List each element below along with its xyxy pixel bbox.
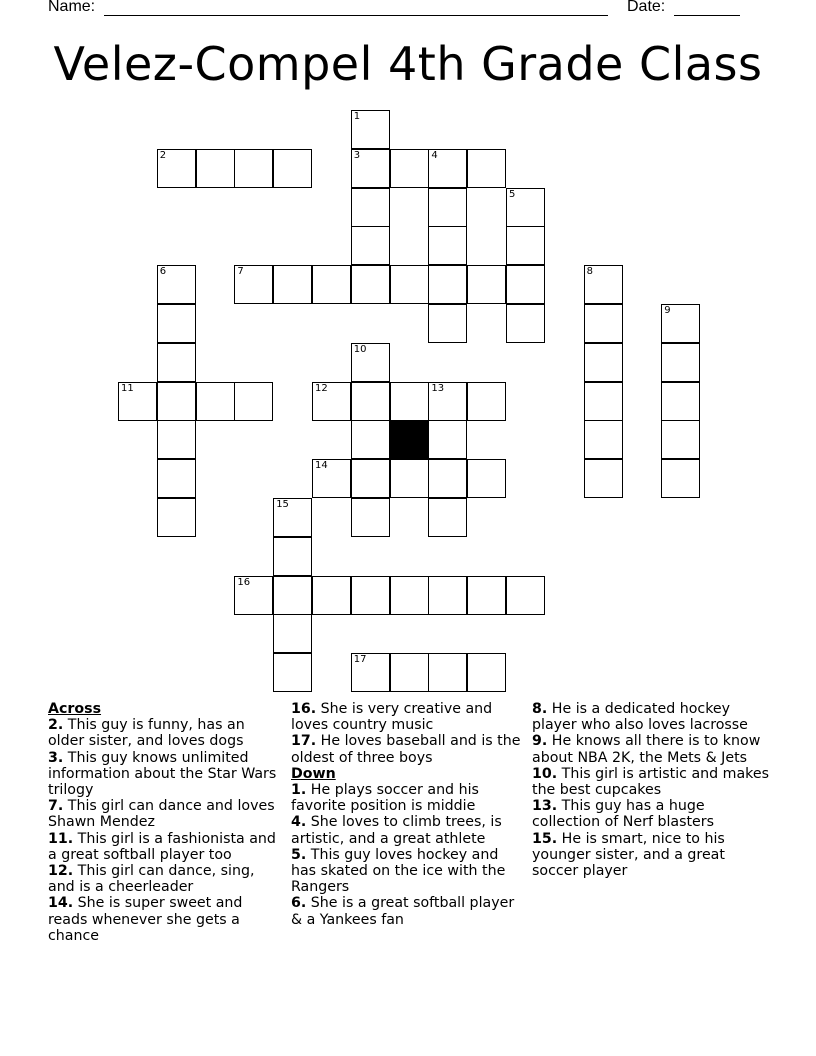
clue-item-text: He plays soccer and his favorite position is middie: [291, 782, 479, 815]
crossword-cell[interactable]: [157, 459, 196, 498]
crossword-cell[interactable]: [390, 265, 429, 304]
crossword-cell[interactable]: [273, 498, 312, 537]
clue-item-text: This guy is funny, has an older sister, and loves dogs: [48, 717, 245, 750]
crossword-cell[interactable]: [118, 382, 157, 421]
crossword-cell[interactable]: [428, 459, 467, 498]
crossword-cell[interactable]: [661, 459, 700, 498]
clue-item-number: 10.: [532, 765, 558, 782]
clue-item: [291, 895, 523, 927]
clue-number: 7: [237, 266, 244, 278]
clue-item: [532, 831, 772, 880]
crossword-cell[interactable]: [196, 149, 235, 188]
crossword-cell[interactable]: [312, 382, 351, 421]
crossword-cell[interactable]: [273, 614, 312, 653]
crossword-cell[interactable]: [390, 459, 429, 498]
crossword-cell[interactable]: [467, 149, 506, 188]
crossword-cell[interactable]: [157, 498, 196, 537]
across-clue-list: [48, 717, 280, 944]
clue-item: [291, 782, 523, 814]
crossword-cell[interactable]: [506, 188, 545, 227]
crossword-cell[interactable]: [390, 576, 429, 615]
clue-item-number: 12.: [48, 863, 74, 880]
crossword-cell[interactable]: [428, 498, 467, 537]
clue-item-text: This girl can dance and loves Shawn Mendez: [48, 798, 275, 831]
clue-item: [291, 847, 523, 896]
date-label: Date:: [627, 0, 666, 15]
crossword-cell[interactable]: [467, 382, 506, 421]
crossword-cell[interactable]: [273, 265, 312, 304]
crossword-cell[interactable]: [428, 576, 467, 615]
crossword-cell[interactable]: [428, 149, 467, 188]
black-square: [390, 420, 429, 459]
crossword-cell[interactable]: [157, 343, 196, 382]
crossword-cell[interactable]: [584, 343, 623, 382]
clue-item-text: This girl is a fashionista and a great softball player too: [48, 830, 276, 863]
crossword-cell[interactable]: [157, 382, 196, 421]
down-heading: Down: [291, 765, 336, 782]
across-heading: Across: [48, 701, 102, 717]
clue-item-number: 14.: [48, 895, 74, 912]
crossword-cell[interactable]: [234, 382, 273, 421]
crossword-cell[interactable]: [428, 420, 467, 459]
clue-item: [48, 831, 280, 863]
crossword-cell[interactable]: [428, 188, 467, 227]
clue-number: 9: [664, 305, 671, 316]
clue-item-text: This guy has a huge collection of Nerf blasters: [532, 798, 714, 831]
clue-item-number: 2.: [48, 717, 64, 734]
crossword-cell[interactable]: [390, 382, 429, 421]
clue-item: [48, 798, 280, 830]
clue-item: [48, 895, 280, 944]
clue-item: [291, 701, 523, 733]
crossword-cell[interactable]: [661, 304, 700, 343]
clue-item-number: 5.: [291, 846, 307, 863]
clue-number: 13: [431, 382, 445, 394]
clue-item: [532, 766, 772, 798]
clue-item-number: 1.: [291, 782, 307, 799]
crossword-cell[interactable]: [351, 226, 390, 265]
clue-item: [532, 733, 772, 765]
clue-item: [291, 814, 523, 846]
crossword-cell[interactable]: [506, 304, 545, 343]
clue-item-text: This girl can dance, sing, and is a cheerleader: [48, 863, 255, 896]
clue-item-text: He is smart, nice to his younger sister, and a great soccer player: [532, 830, 725, 880]
crossword-cell[interactable]: [351, 653, 390, 692]
down-clue-list-continued: [532, 701, 772, 879]
crossword-cell[interactable]: [351, 343, 390, 382]
clue-item-number: 9.: [532, 733, 548, 750]
clue-number: 8: [586, 266, 593, 278]
clue-item: [532, 798, 772, 830]
clue-item-text: She is very creative and loves country music: [291, 701, 493, 734]
clue-item-text: He knows all there is to know about NBA 2K, the Mets & Jets: [532, 733, 761, 766]
crossword-cell[interactable]: [234, 576, 273, 615]
clue-item-number: 8.: [532, 701, 548, 717]
page-title: Velez-Compel 4th Grade Class: [53, 37, 763, 91]
clue-number: 4: [431, 149, 438, 161]
across-clue-list-continued: [291, 701, 523, 766]
clues-column-2: [291, 701, 523, 928]
name-label: Name:: [48, 0, 96, 15]
crossword-cell[interactable]: [467, 576, 506, 615]
clue-item-text: He loves baseball and is the oldest of three boys: [291, 733, 521, 766]
crossword-cell[interactable]: [467, 459, 506, 498]
clue-item-number: 17.: [291, 733, 317, 750]
crossword-cell[interactable]: [157, 265, 196, 304]
clue-number: 17: [353, 654, 367, 666]
clue-item-number: 13.: [532, 798, 558, 815]
clue-number: 14: [315, 460, 328, 472]
clue-number: 5: [509, 188, 516, 200]
clue-number: 12: [315, 382, 328, 394]
clue-item-number: 7.: [48, 798, 64, 815]
crossword-cell[interactable]: [351, 498, 390, 537]
crossword-cell[interactable]: [351, 188, 390, 227]
clue-item-text: This girl is artistic and makes the best cupcakes: [532, 765, 770, 799]
crossword-cell[interactable]: [234, 149, 273, 188]
clue-number: 6: [159, 266, 167, 278]
clue-item-number: 15.: [532, 830, 558, 847]
clue-item-text: This guy knows unlimited information about the Star Wars trilogy: [48, 749, 277, 799]
clue-number: 1: [353, 111, 361, 122]
crossword-cell[interactable]: [351, 149, 390, 188]
crossword-cell[interactable]: [467, 265, 506, 304]
clue-item: [48, 863, 280, 895]
clue-number: 10: [353, 343, 367, 355]
crossword-cell[interactable]: [312, 576, 351, 615]
crossword-cell[interactable]: [506, 265, 545, 304]
clue-number: 15: [276, 499, 289, 510]
crossword-cell[interactable]: [157, 420, 196, 459]
crossword-cell[interactable]: [351, 110, 390, 149]
crossword-cell[interactable]: [390, 149, 429, 188]
clue-item-number: 16.: [291, 701, 317, 717]
crossword-cell[interactable]: [661, 420, 700, 459]
clue-item-text: She is a great softball player & a Yankees fan: [291, 895, 515, 928]
crossword-cell[interactable]: [351, 382, 390, 421]
crossword-cell[interactable]: [584, 382, 623, 421]
crossword-cell[interactable]: [428, 304, 467, 343]
crossword-cell[interactable]: [351, 576, 390, 615]
crossword-cell[interactable]: [273, 537, 312, 576]
crossword-cell[interactable]: [661, 382, 700, 421]
crossword-cell[interactable]: [312, 265, 351, 304]
clues-column-1: [48, 701, 280, 944]
crossword-cell[interactable]: [584, 304, 623, 343]
crossword-cell[interactable]: [506, 226, 545, 265]
crossword-cell[interactable]: [428, 226, 467, 265]
crossword-cell[interactable]: [196, 382, 235, 421]
clue-item: [48, 717, 280, 749]
clue-item: [291, 733, 523, 765]
clue-item-number: 3.: [48, 749, 64, 766]
crossword-cell[interactable]: [351, 265, 390, 304]
down-clue-list: [291, 782, 523, 928]
clue-item-number: 4.: [291, 814, 307, 831]
crossword-cell[interactable]: [273, 653, 312, 692]
crossword-cell[interactable]: [428, 265, 467, 304]
clue-item-text: She is super sweet and reads whenever she gets a chance: [48, 895, 243, 944]
crossword-cell[interactable]: [157, 149, 196, 188]
clue-item: [532, 701, 772, 733]
clue-item-number: 11.: [48, 830, 74, 847]
crossword-cell[interactable]: [661, 343, 700, 382]
clue-item: [48, 750, 280, 799]
crossword-cell[interactable]: [390, 653, 429, 692]
crossword-cell[interactable]: [584, 420, 623, 459]
clue-number: 11: [121, 382, 134, 394]
clue-number: 3: [353, 149, 361, 161]
clue-item-text: He is a dedicated hockey player who also loves lacrosse: [532, 701, 748, 734]
clue-item-text: This guy loves hockey and has skated on the ice with the Rangers: [291, 846, 506, 896]
crossword-cell[interactable]: [584, 265, 623, 304]
clue-number: 16: [237, 576, 251, 588]
crossword-cell[interactable]: [584, 459, 623, 498]
crossword-cell[interactable]: [273, 576, 312, 615]
crossword-cell[interactable]: [351, 459, 390, 498]
crossword-cell[interactable]: [157, 304, 196, 343]
clue-item-text: She loves to climb trees, is artistic, and a great athlete: [291, 814, 502, 847]
crossword-cell[interactable]: [428, 653, 467, 692]
clue-item-number: 6.: [291, 895, 307, 912]
crossword-cell[interactable]: [312, 459, 351, 498]
clues-column-3: [532, 701, 772, 879]
crossword-cell[interactable]: [234, 265, 273, 304]
crossword-cell[interactable]: [428, 382, 467, 421]
crossword-cell[interactable]: [273, 149, 312, 188]
clue-number: 2: [159, 149, 167, 161]
crossword-cell[interactable]: [506, 576, 545, 615]
crossword-cell[interactable]: [351, 420, 390, 459]
crossword-cell[interactable]: [467, 653, 506, 692]
